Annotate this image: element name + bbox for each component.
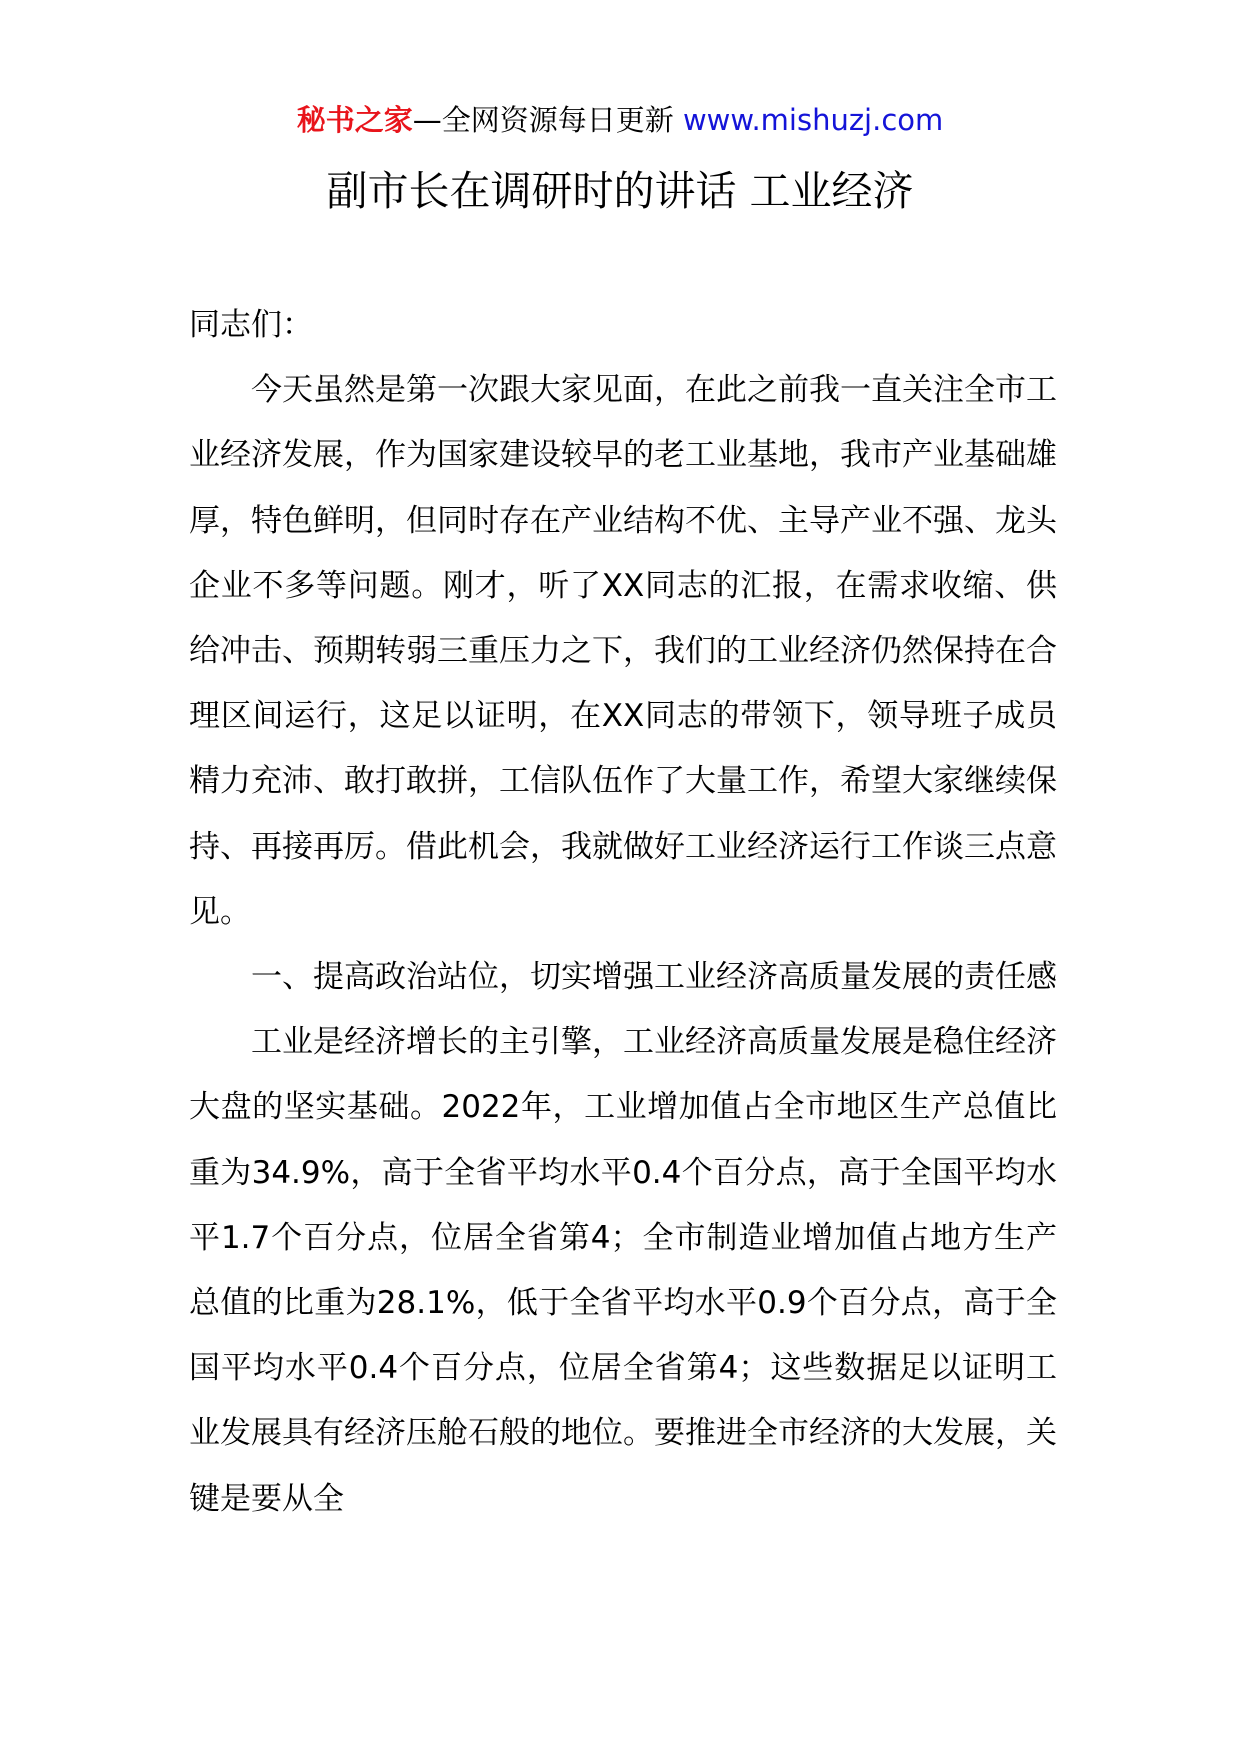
brand-name: 秘书之家 (296, 103, 413, 137)
document-title: 副市长在调研时的讲话 工业经济 (326, 167, 914, 215)
paragraph-intro: 今天虽然是第一次跟大家见面，在此之前我一直关注全市工业经济发展，作为国家建设较早的老工业基地，我市产业基础雄厚，特色鲜明，但同时存在产业结构不优、主导产业不强、龙头企业不多等问题。刚才，听了XX同志的汇报，在需求收缩、供给冲击、预期转弱三重压力之下，我们的工业经济仍然保持在合理区间运行，这足以证明，在XX同志的带领下，领导班子成员精力充沛、敢打敢拼，工信队伍作了大量工作，希望大家继续保持、再接再厉。借此机会，我就做好工业经济运行工作谈三点意见。 (189, 372, 1057, 930)
document-body (189, 293, 1057, 1532)
paragraph-section-1: 工业是经济增长的主引擎，工业经济高质量发展是稳住经济大盘的坚实基础。2022年，工业增加值占全市地区生产总值比重为34.9%，高于全省平均水平0.4个百分点，高于全国平均水平1.7个百分点，位居全省第4；全市制造业增加值占地方生产总值的比重为28.1%，低于全省平均水平0.9个百分点，高于全国平均水平0.4个百分点，位居全省第4；这些数据足以证明工业发展具有经济压舱石般的地位。要推进全市经济的大发展，关键是要从全 (189, 1024, 1057, 1517)
site-header-banner (0, 100, 1240, 140)
section-heading-1: 一、提高政治站位，切实增强工业经济高质量发展的责任感 (251, 959, 1057, 996)
salutation: 同志们： (189, 307, 313, 343)
site-url-link[interactable]: www.mishuzj.com (682, 103, 944, 137)
brand-slogan: —全网资源每日更新 (412, 103, 674, 137)
